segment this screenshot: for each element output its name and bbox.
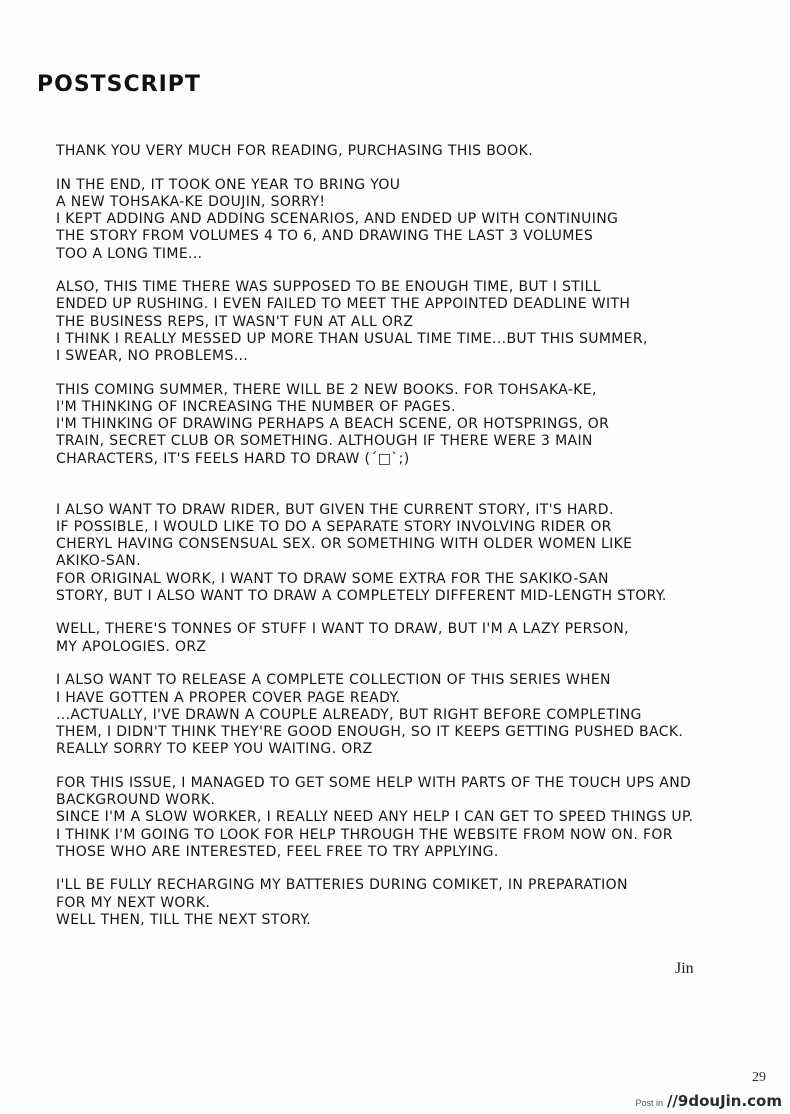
text-line: CHERYL HAVING CONSENSUAL SEX. OR SOMETHING WITH OLDER WOMEN LIKE: [56, 536, 633, 553]
paragraph-summer-books: [56, 382, 756, 468]
text-line: I ALSO WANT TO RELEASE A COMPLETE COLLECTION OF THIS SERIES WHEN: [56, 672, 611, 689]
text-line: I'M THINKING OF DRAWING PERHAPS A BEACH SCENE, OR HOTSPRINGS, OR: [56, 416, 610, 433]
paragraph-rider: [56, 502, 756, 605]
text-line: SINCE I'M A SLOW WORKER, I REALLY NEED ANY HELP I CAN GET TO SPEED THINGS UP.: [56, 809, 694, 826]
text-line: THANK YOU VERY MUCH FOR READING, PURCHASING THIS BOOK.: [56, 143, 533, 159]
paragraph-help: [56, 775, 756, 861]
text-line: I'M THINKING OF INCREASING THE NUMBER OF PAGES.: [56, 398, 456, 415]
text-line: FOR ORIGINAL WORK, I WANT TO DRAW SOME EXTRA FOR THE SAKIKO-SAN: [56, 570, 609, 587]
text-line: MY APOLOGIES. ORZ: [56, 638, 207, 655]
text-line: IF POSSIBLE, I WOULD LIKE TO DO A SEPARATE STORY INVOLVING RIDER OR: [56, 518, 612, 535]
text-line: I ALSO WANT TO DRAW RIDER, BUT GIVEN THE CURRENT STORY, IT'S HARD.: [56, 501, 614, 518]
text-line: TOO A LONG TIME...: [56, 245, 203, 262]
text-line: THE BUSINESS REPS, IT WASN'T FUN AT ALL ORZ: [56, 313, 414, 330]
paragraph-rushing: [56, 279, 756, 365]
text-line: AKIKO-SAN.: [56, 553, 141, 570]
paragraph-comiket: [56, 877, 756, 929]
watermark-brand: //9douJin.com: [666, 1092, 782, 1110]
text-line: I SWEAR, NO PROBLEMS...: [56, 348, 249, 365]
watermark-prefix: Post in: [635, 1098, 663, 1108]
text-line: THEM, I DIDN'T THINK THEY'RE GOOD ENOUGH, SO IT KEEPS GETTING PUSHED BACK.: [56, 723, 684, 740]
text-line: FOR MY NEXT WORK.: [56, 894, 211, 911]
text-line: IN THE END, IT TOOK ONE YEAR TO BRING YOU: [56, 176, 401, 193]
page-number: 29: [752, 1070, 766, 1085]
paragraph-one-year: [56, 177, 756, 263]
page-title: POSTSCRIPT: [37, 72, 201, 97]
text-line: CHARACTERS, IT'S FEELS HARD TO DRAW (´□`;): [56, 450, 410, 467]
text-line: REALLY SORRY TO KEEP YOU WAITING. ORZ: [56, 741, 373, 758]
text-line: WELL THEN, TILL THE NEXT STORY.: [56, 911, 312, 928]
text-line: THOSE WHO ARE INTERESTED, FEEL FREE TO TRY APPLYING.: [56, 843, 499, 860]
text-line: ENDED UP RUSHING. I EVEN FAILED TO MEET THE APPOINTED DEADLINE WITH: [56, 296, 631, 313]
text-line: WELL, THERE'S TONNES OF STUFF I WANT TO DRAW, BUT I'M A LAZY PERSON,: [56, 621, 629, 638]
text-line: ...ACTUALLY, I'VE DRAWN A COUPLE ALREADY, BUT RIGHT BEFORE COMPLETING: [56, 706, 642, 723]
text-line: TRAIN, SECRET CLUB OR SOMETHING. ALTHOUGH IF THERE WERE 3 MAIN: [56, 433, 593, 450]
text-line: I KEPT ADDING AND ADDING SCENARIOS, AND ENDED UP WITH CONTINUING: [56, 211, 619, 228]
text-line: A NEW TOHSAKA-KE DOUJIN, SORRY!: [56, 193, 326, 210]
author-signature: Jin: [675, 960, 694, 977]
text-line: BACKGROUND WORK.: [56, 792, 216, 809]
paragraph-lazy: [56, 621, 756, 655]
text-line: FOR THIS ISSUE, I MANAGED TO GET SOME HELP WITH PARTS OF THE TOUCH UPS AND: [56, 774, 692, 791]
text-line: ALSO, THIS TIME THERE WAS SUPPOSED TO BE ENOUGH TIME, BUT I STILL: [56, 279, 601, 296]
text-line: I'LL BE FULLY RECHARGING MY BATTERIES DURING COMIKET, IN PREPARATION: [56, 877, 628, 894]
paragraph-collection: [56, 672, 756, 758]
text-line: I HAVE GOTTEN A PROPER COVER PAGE READY.: [56, 689, 401, 706]
site-watermark: [635, 1092, 782, 1110]
text-line: THE STORY FROM VOLUMES 4 TO 6, AND DRAWING THE LAST 3 VOLUMES: [56, 228, 594, 245]
text-line: I THINK I'M GOING TO LOOK FOR HELP THROUGH THE WEBSITE FROM NOW ON. FOR: [56, 826, 673, 843]
text-line: STORY, BUT I ALSO WANT TO DRAW A COMPLETELY DIFFERENT MID-LENGTH STORY.: [56, 587, 667, 604]
postscript-body: [56, 143, 756, 946]
paragraph-thanks: [56, 143, 756, 160]
text-line: I THINK I REALLY MESSED UP MORE THAN USUAL TIME TIME...BUT THIS SUMMER,: [56, 330, 648, 347]
text-line: THIS COMING SUMMER, THERE WILL BE 2 NEW BOOKS. FOR TOHSAKA-KE,: [56, 381, 597, 398]
